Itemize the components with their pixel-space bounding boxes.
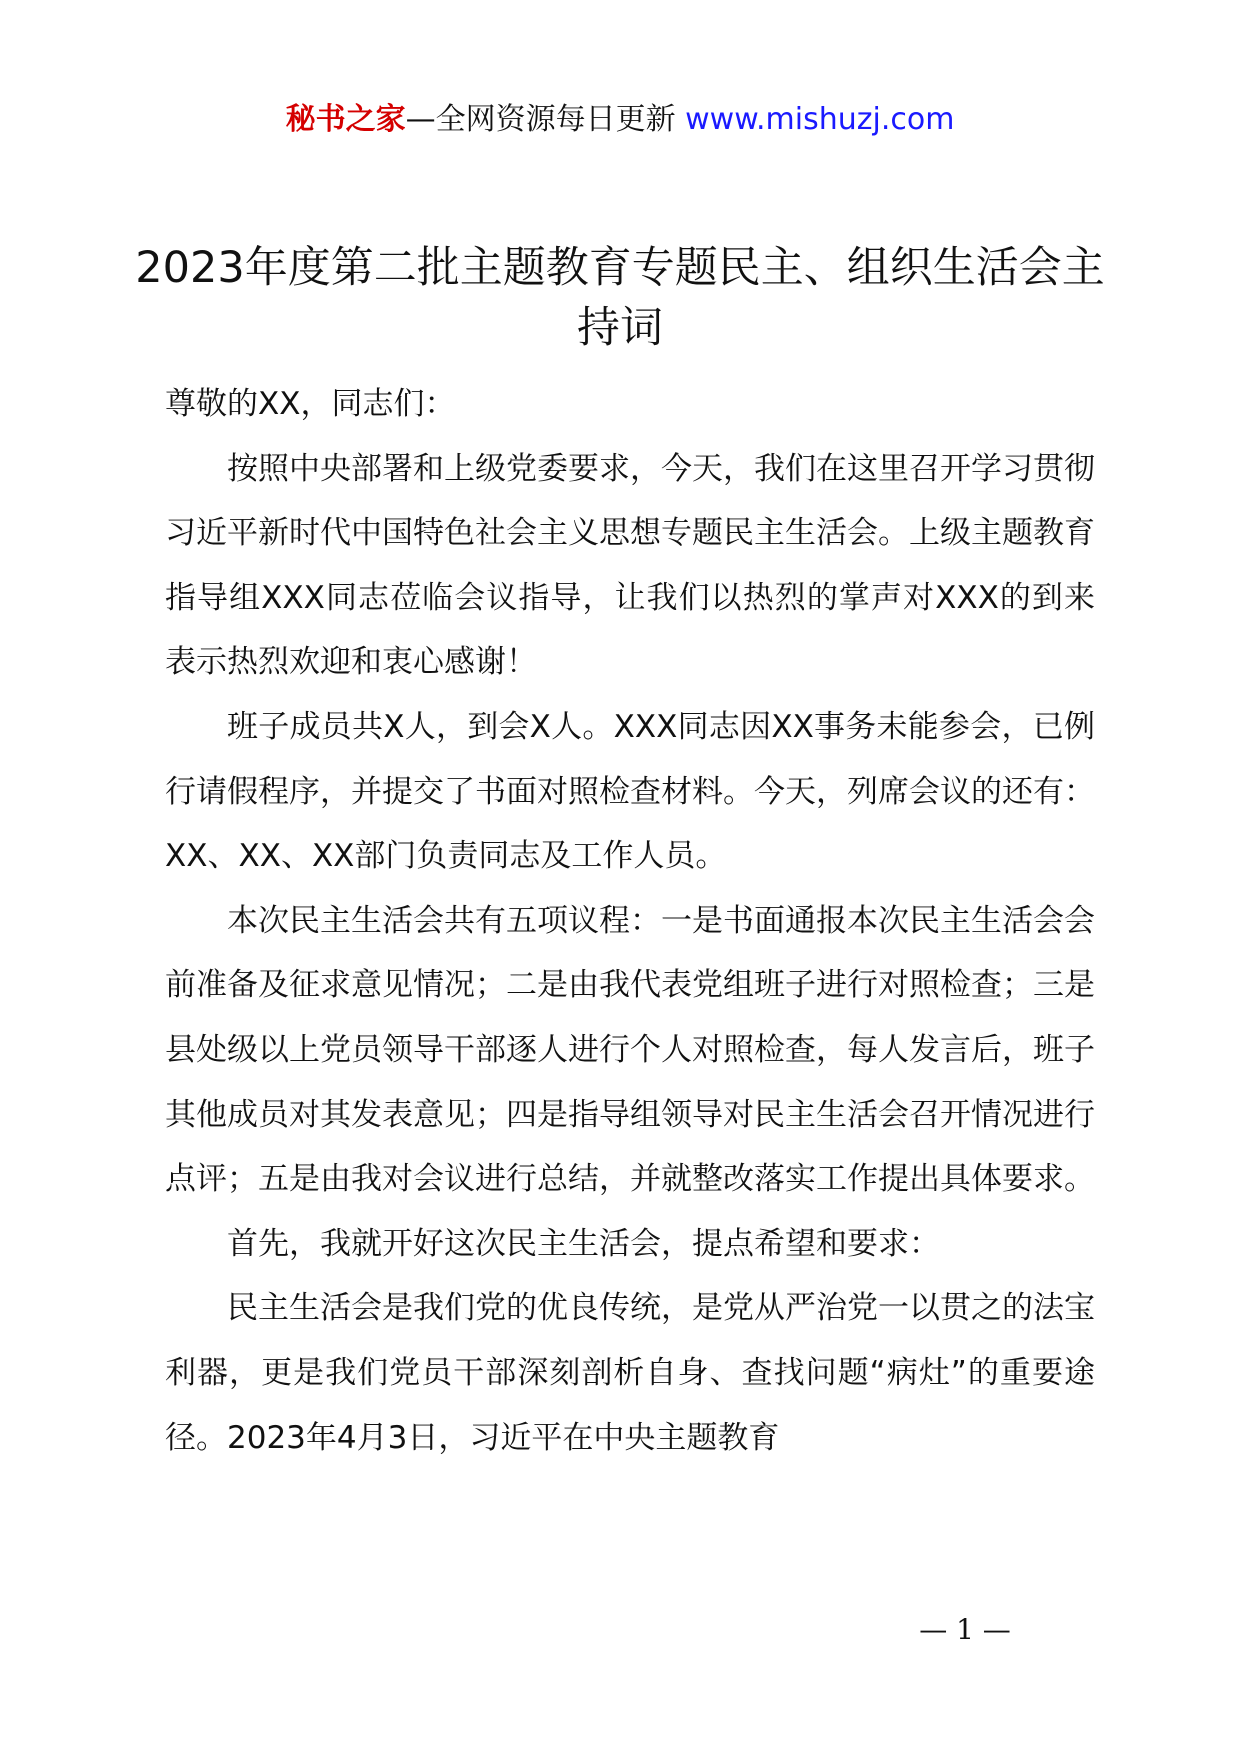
document-body — [165, 372, 1095, 1470]
body-paragraph: 本次民主生活会共有五项议程：一是书面通报本次民主生活会会前准备及征求意见情况；二是由我代表党组班子进行对照检查；三是县处级以上党员领导干部逐人进行个人对照检查，每人发言后，班子其他成员对其发表意见；四是指导组领导对民主生活会召开情况进行点评；五是由我对会议进行总结，并就整改落实工作提出具体要求。 — [165, 902, 1095, 1198]
brand-name: 秘书之家 — [285, 102, 406, 137]
salutation: 尊敬的XX，同志们： — [165, 386, 456, 422]
site-header — [0, 100, 1240, 140]
site-slogan: —全网资源每日更新 — [405, 102, 686, 137]
body-paragraph: 按照中央部署和上级党委要求，今天，我们在这里召开学习贯彻习近平新时代中国特色社会主义思想专题民主生活会。上级主题教育指导组XXX同志莅临会议指导，让我们以热烈的掌声对XXX的到来表示热烈欢迎和衷心感谢！ — [165, 450, 1095, 681]
body-paragraph: 首先，我就开好这次民主生活会，提点希望和要求： — [227, 1225, 940, 1262]
body-paragraph: 民主生活会是我们党的优良传统，是党从严治党一以贯之的法宝利器，更是我们党员干部深刻剖析自身、查找问题“病灶”的重要途径。2023年4月3日，习近平在中央主题教育 — [165, 1290, 1095, 1456]
body-paragraph: 班子成员共X人，到会X人。XXX同志因XX事务未能参会，已例行请假程序，并提交了书面对照检查材料。今天，列席会议的还有：XX、XX、XX部门负责同志及工作人员。 — [165, 708, 1095, 875]
site-url: www.mishuzj.com — [685, 102, 955, 137]
document-title: 2023年度第二批主题教育专题民主、组织生活会主持词 — [135, 243, 1105, 353]
page-number: — 1 — — [919, 1613, 1011, 1646]
